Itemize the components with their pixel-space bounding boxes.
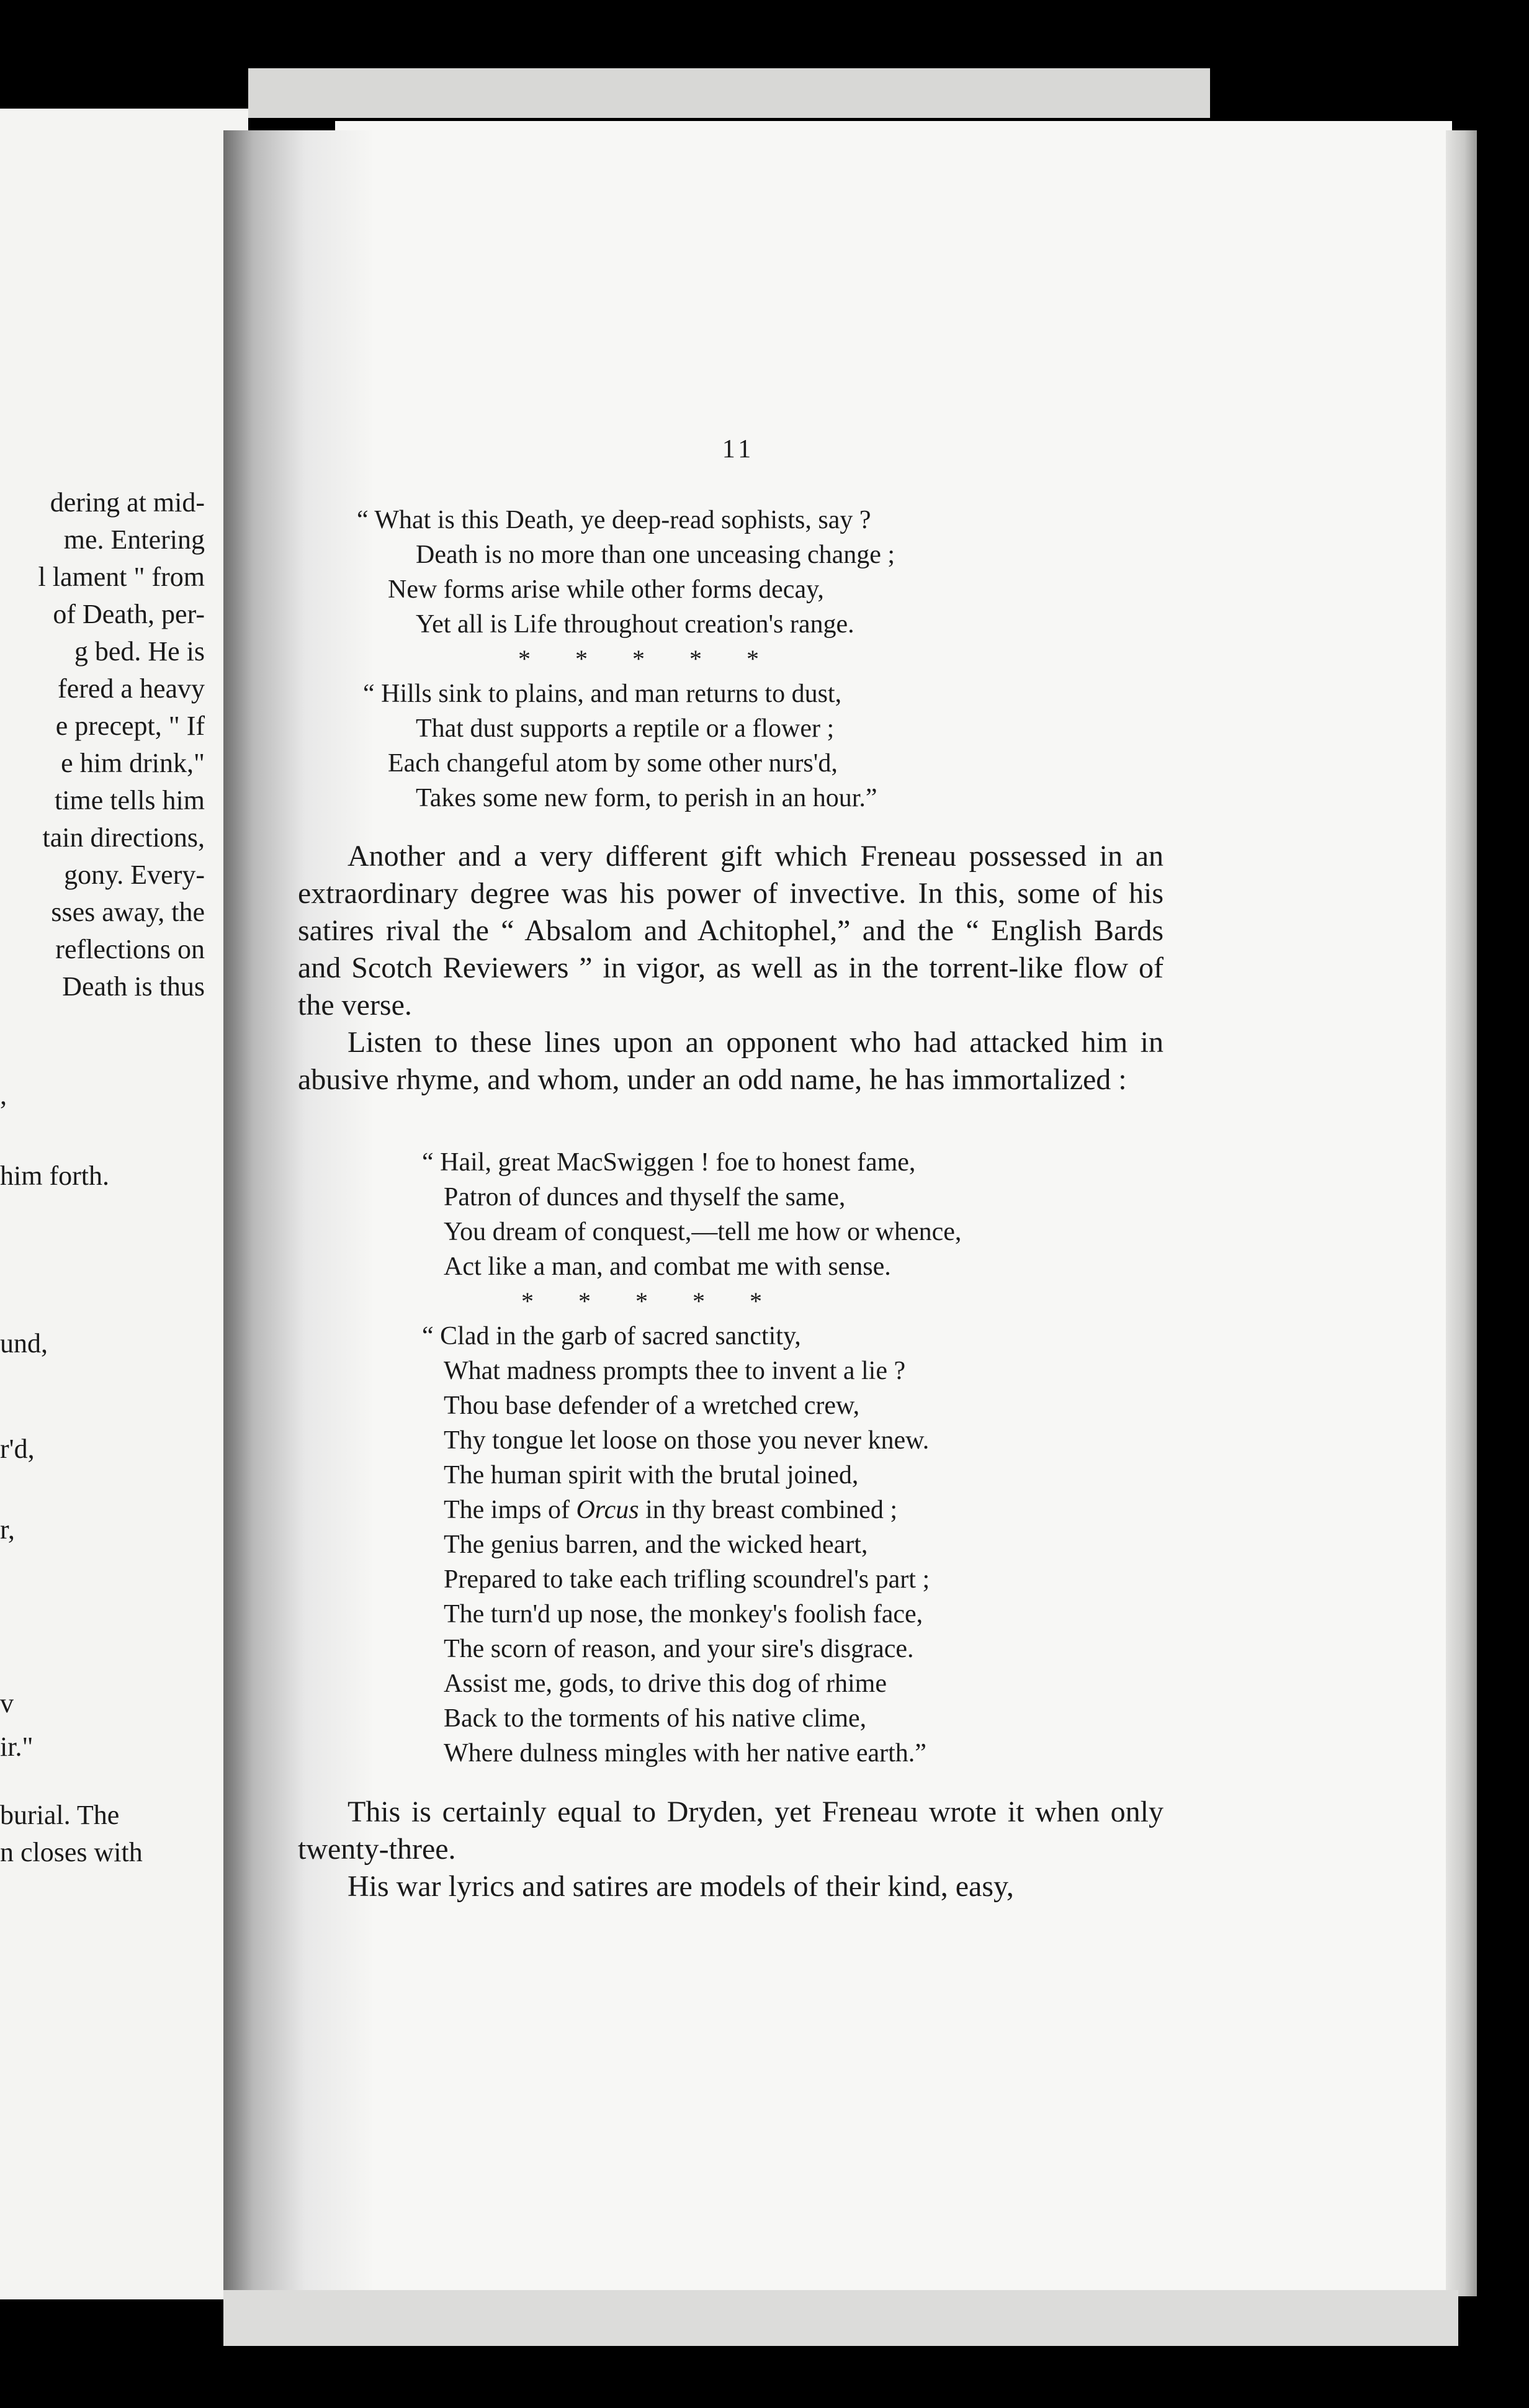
left-page-line: Death is thus [62, 971, 205, 1002]
verse-macswiggen [422, 1145, 961, 1771]
left-page-line: him forth. [0, 1161, 109, 1191]
verse-line: New forms arise while other forms decay, [388, 575, 824, 604]
verse-line: The turn'd up nose, the monkey's foolish face, [444, 1600, 923, 1629]
verse-line: The scorn of reason, and your sire's disgrace. [444, 1635, 914, 1663]
verse-line: Act like a man, and combat me with sense. [444, 1252, 891, 1281]
orcus-italic: Orcus [576, 1496, 639, 1524]
verse-line: “ Hail, great MacSwiggen ! foe to honest fame, [422, 1148, 916, 1177]
verse-line: Takes some new form, to perish in an hour.” [416, 784, 877, 812]
paragraph: This is certainly equal to Dryden, yet Freneau wrote it when only twenty-three. [298, 1795, 1164, 1866]
left-page [0, 109, 248, 2299]
verse-death [357, 503, 895, 815]
verse-line: Death is no more than one unceasing change ; [416, 541, 895, 569]
verse-line: The human spirit with the brutal joined, [444, 1461, 859, 1489]
bottom-page-edge [223, 2290, 1458, 2346]
paragraph: Another and a very different gift which Freneau possessed in an extraordinary degree was his power of invective. In this, some of his satires rival the “ Absalom and Achitophel,” and the “ English Bards and Scotch Reviewers ” in vigor, as well as in the torrent-like flow of the verse. [298, 840, 1164, 1022]
prose-block-1 [298, 838, 1164, 1098]
left-page-line: dering at mid- [50, 487, 205, 518]
verse-line: Patron of dunces and thyself the same, [444, 1183, 846, 1211]
verse-text: The imps of [444, 1496, 576, 1524]
stars-divider: * * * * * [518, 645, 759, 673]
verse-line: Where dulness mingles with her native earth.” [444, 1739, 926, 1768]
verse-line: Back to the torments of his native clime, [444, 1704, 867, 1733]
left-page-line: fered a heavy [58, 673, 205, 704]
page-edge-right [1446, 130, 1477, 2296]
left-page-line: und, [0, 1328, 48, 1359]
verse-line: Each changeful atom by some other nurs'd, [388, 749, 838, 778]
verse-text: in thy breast combined ; [639, 1496, 897, 1524]
verse-line: Assist me, gods, to drive this dog of rhime [444, 1669, 887, 1698]
left-page-line: tain directions, [42, 822, 205, 853]
verse-line: Yet all is Life throughout creation's range. [416, 610, 854, 639]
left-page-line: v [0, 1688, 14, 1718]
verse-line-orcus [422, 1493, 961, 1527]
left-page-line: r, [0, 1514, 15, 1545]
paragraph: Listen to these lines upon an opponent who had attacked him in abusive rhyme, and whom, under an odd name, he has immortalized : [298, 1026, 1164, 1096]
page-number: 11 [722, 435, 755, 464]
left-page-line: , [0, 1080, 7, 1110]
prose-block-2 [298, 1794, 1164, 1905]
left-page-line: n closes with [0, 1837, 143, 1867]
verse-line: “ Clad in the garb of sacred sanctity, [422, 1322, 801, 1350]
verse-line: Prepared to take each trifling scoundrel's part ; [444, 1565, 930, 1594]
verse-line: “ Hills sink to plains, and man returns to dust, [363, 680, 842, 708]
verse-line: Thy tongue let loose on those you never knew. [444, 1426, 930, 1455]
verse-line: “ What is this Death, ye deep-read sophists, say ? [357, 506, 871, 534]
left-page-line: time tells him [55, 785, 205, 815]
left-page-line: e him drink," [61, 748, 205, 778]
stars-divider: * * * * * [521, 1287, 762, 1315]
left-page-line: me. Entering [63, 524, 205, 555]
top-page-edge [248, 68, 1210, 118]
verse-line: Thou base defender of a wretched crew, [444, 1391, 860, 1420]
left-page-line: ir." [0, 1732, 34, 1762]
left-page-line: e precept, " If [55, 711, 205, 741]
verse-line: What madness prompts thee to invent a lie ? [444, 1357, 906, 1385]
left-page-line: reflections on [55, 934, 205, 964]
left-page-line: sses away, the [51, 897, 205, 927]
left-page-line: burial. The [0, 1800, 120, 1830]
left-page-line: gony. Every- [64, 860, 205, 890]
gutter-shadow [223, 130, 372, 2296]
left-page-line: g bed. He is [74, 636, 205, 667]
left-page-line: l lament " from [38, 562, 205, 592]
verse-line: You dream of conquest,—tell me how or whence, [444, 1218, 962, 1246]
left-page-line: r'd, [0, 1434, 35, 1464]
left-page-line: of Death, per- [53, 599, 205, 629]
paragraph: His war lyrics and satires are models of their kind, easy, [348, 1870, 1014, 1903]
verse-line: That dust supports a reptile or a flower ; [416, 714, 835, 743]
verse-line: The genius barren, and the wicked heart, [444, 1530, 868, 1559]
